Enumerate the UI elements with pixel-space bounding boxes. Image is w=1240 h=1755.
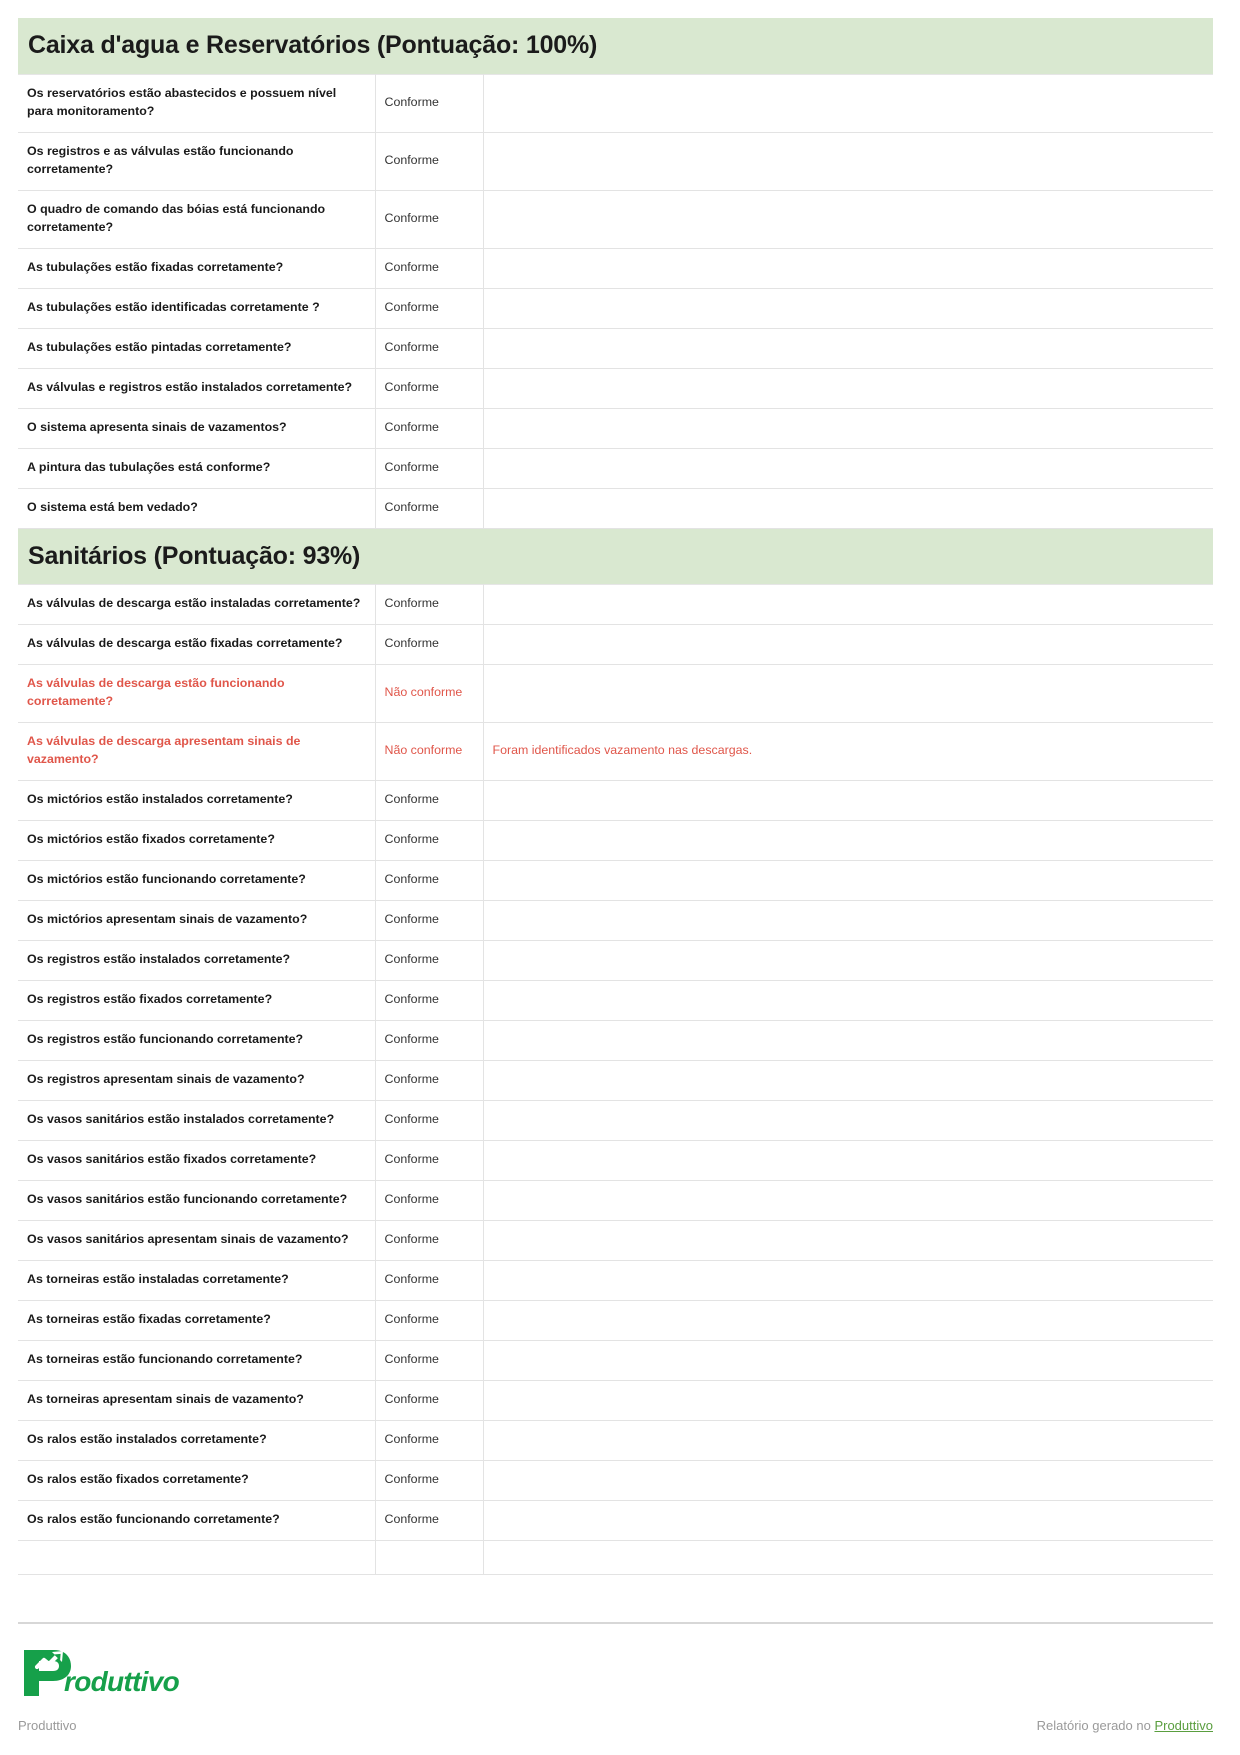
table-row	[18, 1420, 1213, 1460]
table-row	[18, 1061, 1213, 1101]
status-badge: Conforme	[384, 1232, 439, 1247]
checklist-notes-cell	[483, 408, 1213, 448]
checklist-notes-cell	[483, 1221, 1213, 1261]
checklist-notes-cell	[483, 941, 1213, 981]
status-badge: Conforme	[384, 912, 439, 927]
checklist-notes-cell	[483, 1141, 1213, 1181]
checklist-question-text: Os registros e as válvulas estão funcionando corretamente?	[27, 143, 294, 176]
checklist-question-text: As válvulas e registros estão instalados corretamente?	[27, 379, 353, 394]
status-badge: Conforme	[384, 1272, 439, 1287]
checklist-question-text: Os mictórios estão instalados corretamente?	[27, 792, 293, 807]
checklist-answer-cell	[375, 1061, 483, 1101]
checklist-question-text: Os vasos sanitários estão funcionando corretamente?	[27, 1192, 348, 1207]
table-row	[18, 1460, 1213, 1500]
checklist-question-cell	[18, 821, 375, 861]
checklist-notes-cell	[483, 981, 1213, 1021]
checklist-question-text: Os mictórios estão funcionando corretamente?	[27, 872, 306, 887]
table-row	[18, 1340, 1213, 1380]
status-badge: Conforme	[384, 596, 439, 611]
checklist-answer-cell	[375, 821, 483, 861]
table-row	[18, 132, 1213, 190]
checklist-question-text: As válvulas de descarga estão fixadas corretamente?	[27, 636, 343, 651]
checklist-notes-cell	[483, 448, 1213, 488]
table-row	[18, 488, 1213, 528]
checklist-answer-cell	[375, 368, 483, 408]
checklist-question-cell	[18, 1380, 375, 1420]
checklist-answer-cell	[375, 723, 483, 781]
spacer-cell	[375, 1540, 483, 1574]
table-row	[18, 625, 1213, 665]
checklist-question-cell	[18, 901, 375, 941]
checklist-answer-cell	[375, 488, 483, 528]
checklist-question-cell	[18, 1021, 375, 1061]
table-trailing-spacer	[18, 1540, 1213, 1574]
checklist-question-cell	[18, 1420, 375, 1460]
checklist-question-text: O sistema está bem vedado?	[27, 499, 198, 514]
checklist-answer-cell	[375, 1340, 483, 1380]
checklist-question-text: Os mictórios apresentam sinais de vazamento?	[27, 912, 308, 927]
page-footer	[18, 1622, 1213, 1755]
table-row	[18, 1301, 1213, 1341]
section-title: Sanitários (Pontuação: 93%)	[28, 541, 361, 570]
checklist-question-text: Os registros estão fixados corretamente?	[27, 992, 273, 1007]
checklist-answer-cell	[375, 1221, 483, 1261]
checklist-notes-cell	[483, 1061, 1213, 1101]
table-row	[18, 74, 1213, 132]
footer-divider	[18, 1622, 1213, 1624]
checklist-answer-cell	[375, 1420, 483, 1460]
checklist-question-text: As torneiras estão funcionando corretamente?	[27, 1351, 303, 1366]
checklist-question-cell	[18, 248, 375, 288]
checklist-answer-cell	[375, 1261, 483, 1301]
spacer-cell	[18, 1540, 375, 1574]
checklist-answer-cell	[375, 625, 483, 665]
table-row	[18, 1500, 1213, 1540]
table-row	[18, 408, 1213, 448]
checklist-question-cell	[18, 781, 375, 821]
table-row	[18, 368, 1213, 408]
checklist-answer-cell	[375, 1500, 483, 1540]
table-row	[18, 190, 1213, 248]
checklist-notes-cell	[483, 1380, 1213, 1420]
checklist-question-cell	[18, 1221, 375, 1261]
checklist-question-cell	[18, 190, 375, 248]
checklist-notes-cell	[483, 190, 1213, 248]
spacer-cell	[483, 1540, 1213, 1574]
checklist-table	[18, 584, 1213, 1575]
status-badge: Conforme	[384, 872, 439, 887]
checklist-answer-cell	[375, 248, 483, 288]
checklist-question-cell	[18, 408, 375, 448]
checklist-question-cell	[18, 488, 375, 528]
checklist-notes-text: Foram identificados vazamento nas descargas.	[492, 743, 753, 758]
checklist-question-text: Os ralos estão instalados corretamente?	[27, 1431, 267, 1446]
checklist-notes-cell	[483, 1021, 1213, 1061]
status-badge: Não conforme	[384, 743, 463, 758]
checklist-answer-cell	[375, 781, 483, 821]
checklist-notes-cell	[483, 1460, 1213, 1500]
checklist-answer-cell	[375, 1380, 483, 1420]
status-badge: Conforme	[384, 152, 439, 167]
status-badge: Conforme	[384, 259, 439, 274]
table-row	[18, 1141, 1213, 1181]
checklist-question-text: Os registros estão instalados corretamente?	[27, 952, 291, 967]
status-badge: Conforme	[384, 636, 439, 651]
table-row	[18, 248, 1213, 288]
produttivo-logo	[18, 1650, 179, 1696]
table-row	[18, 585, 1213, 625]
checklist-notes-cell	[483, 1420, 1213, 1460]
status-badge: Conforme	[384, 832, 439, 847]
checklist-question-cell	[18, 1460, 375, 1500]
checklist-question-cell	[18, 132, 375, 190]
checklist-question-text: Os vasos sanitários apresentam sinais de vazamento?	[27, 1232, 349, 1247]
checklist-question-text: Os vasos sanitários estão instalados corretamente?	[27, 1112, 335, 1127]
sections-container	[18, 18, 1213, 1575]
checklist-answer-cell	[375, 1301, 483, 1341]
checklist-answer-cell	[375, 981, 483, 1021]
produttivo-logo-wordmark: roduttivo	[64, 1666, 180, 1697]
checklist-notes-cell	[483, 781, 1213, 821]
table-row	[18, 328, 1213, 368]
status-badge: Conforme	[384, 1032, 439, 1047]
checklist-question-cell	[18, 368, 375, 408]
checklist-answer-cell	[375, 585, 483, 625]
status-badge: Conforme	[384, 419, 439, 434]
table-row	[18, 723, 1213, 781]
status-badge: Não conforme	[384, 685, 463, 700]
table-row	[18, 288, 1213, 328]
checklist-question-text: Os reservatórios estão abastecidos e possuem nível para monitoramento?	[27, 85, 337, 118]
checklist-question-cell	[18, 328, 375, 368]
status-badge: Conforme	[384, 210, 439, 225]
status-badge: Conforme	[384, 339, 439, 354]
checklist-notes-cell	[483, 901, 1213, 941]
status-badge: Conforme	[384, 1351, 439, 1366]
footer-generated-prefix: Relatório gerado no	[1036, 1718, 1155, 1733]
checklist-table	[18, 74, 1213, 529]
footer-brand	[18, 1650, 1213, 1696]
checklist-notes-cell	[483, 625, 1213, 665]
table-row	[18, 1021, 1213, 1061]
checklist-notes-cell	[483, 368, 1213, 408]
checklist-answer-cell	[375, 665, 483, 723]
status-badge: Conforme	[384, 379, 439, 394]
table-row	[18, 1261, 1213, 1301]
status-badge: Conforme	[384, 792, 439, 807]
checklist-question-cell	[18, 585, 375, 625]
checklist-answer-cell	[375, 328, 483, 368]
checklist-question-text: Os registros apresentam sinais de vazamento?	[27, 1072, 305, 1087]
checklist-notes-cell	[483, 74, 1213, 132]
checklist-answer-cell	[375, 448, 483, 488]
checklist-notes-cell	[483, 248, 1213, 288]
checklist-question-cell	[18, 625, 375, 665]
checklist-answer-cell	[375, 190, 483, 248]
checklist-question-text: Os ralos estão fixados corretamente?	[27, 1471, 249, 1486]
checklist-question-text: As válvulas de descarga estão instaladas corretamente?	[27, 596, 361, 611]
checklist-notes-cell	[483, 1101, 1213, 1141]
checklist-notes-cell	[483, 665, 1213, 723]
checklist-question-cell	[18, 74, 375, 132]
footer-company-name: Produttivo	[18, 1718, 77, 1733]
checklist-question-text: O sistema apresenta sinais de vazamentos?	[27, 419, 287, 434]
checklist-question-text: Os mictórios estão fixados corretamente?	[27, 832, 275, 847]
table-row	[18, 1380, 1213, 1420]
checklist-question-cell	[18, 288, 375, 328]
checklist-notes-cell	[483, 1261, 1213, 1301]
checklist-notes-cell	[483, 488, 1213, 528]
checklist-notes-cell	[483, 861, 1213, 901]
checklist-notes-cell	[483, 288, 1213, 328]
checklist-question-text: Os vasos sanitários estão fixados corretamente?	[27, 1152, 317, 1167]
checklist-question-cell	[18, 941, 375, 981]
status-badge: Conforme	[384, 1471, 439, 1486]
checklist-question-text: As válvulas de descarga estão funcionando corretamente?	[27, 676, 285, 709]
table-row	[18, 1181, 1213, 1221]
checklist-question-cell	[18, 861, 375, 901]
checklist-question-text: As tubulações estão fixadas corretamente?	[27, 259, 284, 274]
table-row	[18, 821, 1213, 861]
status-badge: Conforme	[384, 459, 439, 474]
status-badge: Conforme	[384, 499, 439, 514]
checklist-notes-cell	[483, 132, 1213, 190]
checklist-question-cell	[18, 1301, 375, 1341]
checklist-question-text: As tubulações estão identificadas corretamente ?	[27, 299, 320, 314]
checklist-question-text: As tubulações estão pintadas corretamente?	[27, 339, 292, 354]
checklist-question-cell	[18, 981, 375, 1021]
checklist-notes-cell	[483, 585, 1213, 625]
checklist-question-cell	[18, 723, 375, 781]
status-badge: Conforme	[384, 952, 439, 967]
table-row	[18, 1101, 1213, 1141]
checklist-question-text: As torneiras estão fixadas corretamente?	[27, 1312, 271, 1326]
checklist-question-text: As válvulas de descarga apresentam sinais de vazamento?	[27, 734, 301, 767]
checklist-question-cell	[18, 1061, 375, 1101]
checklist-question-cell	[18, 1141, 375, 1181]
status-badge: Conforme	[384, 1511, 439, 1526]
checklist-answer-cell	[375, 288, 483, 328]
checklist-answer-cell	[375, 1460, 483, 1500]
checklist-notes-cell	[483, 1301, 1213, 1341]
checklist-answer-cell	[375, 1181, 483, 1221]
table-row	[18, 1221, 1213, 1261]
table-row	[18, 781, 1213, 821]
checklist-question-text: Os ralos estão funcionando corretamente?	[27, 1511, 280, 1526]
checklist-notes-cell	[483, 821, 1213, 861]
checklist-question-cell	[18, 1101, 375, 1141]
checklist-question-cell	[18, 1181, 375, 1221]
status-badge: Conforme	[384, 94, 439, 109]
status-badge: Conforme	[384, 299, 439, 314]
table-row	[18, 981, 1213, 1021]
checklist-question-cell	[18, 1340, 375, 1380]
checklist-question-cell	[18, 665, 375, 723]
table-row	[18, 861, 1213, 901]
checklist-question-text: Os registros estão funcionando corretamente?	[27, 1032, 304, 1047]
section-header	[18, 18, 1213, 74]
section-title: Caixa d'agua e Reservatórios (Pontuação: 100%)	[28, 31, 598, 59]
table-row	[18, 941, 1213, 981]
checklist-notes-cell	[483, 723, 1213, 781]
status-badge: Conforme	[384, 1072, 439, 1087]
report-content	[18, 18, 1213, 1592]
checklist-answer-cell	[375, 1141, 483, 1181]
footer-generated-note	[1037, 1718, 1213, 1733]
checklist-question-text: As torneiras apresentam sinais de vazamento?	[27, 1391, 304, 1406]
checklist-question-cell	[18, 1261, 375, 1301]
table-row	[18, 901, 1213, 941]
status-badge: Conforme	[384, 1312, 439, 1326]
footer-bottom-bar	[18, 1718, 1213, 1755]
checklist-question-text: A pintura das tubulações está conforme?	[27, 459, 271, 474]
checklist-question-text: As torneiras estão instaladas corretamente?	[27, 1272, 289, 1287]
checklist-notes-cell	[483, 1340, 1213, 1380]
section-header	[18, 529, 1213, 585]
checklist-answer-cell	[375, 1021, 483, 1061]
checklist-notes-cell	[483, 1181, 1213, 1221]
status-badge: Conforme	[384, 1431, 439, 1446]
status-badge: Conforme	[384, 992, 439, 1007]
status-badge: Conforme	[384, 1152, 439, 1167]
checklist-answer-cell	[375, 861, 483, 901]
checklist-answer-cell	[375, 74, 483, 132]
table-row	[18, 448, 1213, 488]
checklist-answer-cell	[375, 901, 483, 941]
table-row	[18, 665, 1213, 723]
checklist-question-cell	[18, 1500, 375, 1540]
checklist-question-text: O quadro de comando das bóias está funcionando corretamente?	[27, 201, 326, 234]
checklist-answer-cell	[375, 132, 483, 190]
checklist-notes-cell	[483, 328, 1213, 368]
checklist-notes-cell	[483, 1500, 1213, 1540]
status-badge: Conforme	[384, 1192, 439, 1207]
status-badge: Conforme	[384, 1391, 439, 1406]
checklist-answer-cell	[375, 408, 483, 448]
checklist-answer-cell	[375, 1101, 483, 1141]
checklist-answer-cell	[375, 941, 483, 981]
status-badge: Conforme	[384, 1112, 439, 1127]
footer-produttivo-link[interactable]: Produttivo	[1154, 1718, 1213, 1733]
checklist-question-cell	[18, 448, 375, 488]
